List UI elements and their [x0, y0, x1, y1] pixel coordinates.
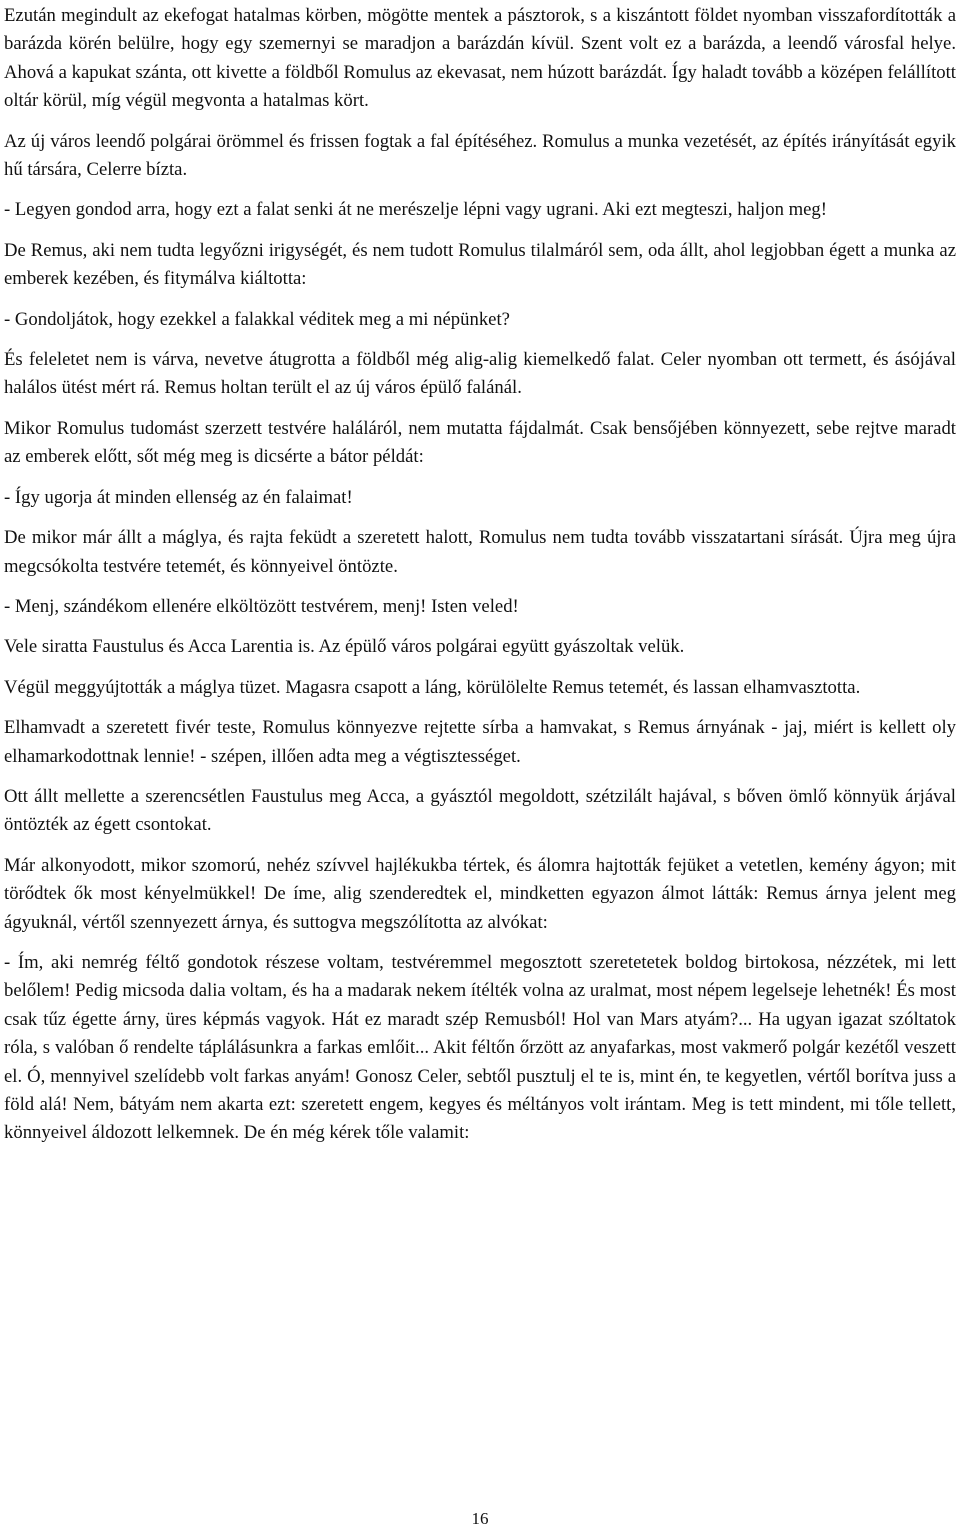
paragraph-5: - Gondoljátok, hogy ezekkel a falakkal véditek meg a mi népünket?: [4, 308, 510, 330]
paragraph-6: És feleletet nem is várva, nevetve átugrotta a földből még alig-alig kiemelkedő falat. Celer nyomban ott termett, és ásójával halálos ütést mért rá. Remus holtan terült el az új város épülő falánál.: [4, 349, 956, 399]
paragraph-4: De Remus, aki nem tudta legyőzni irigységét, és nem tudott Romulus tilalmáról sem, oda állt, ahol legjobban égett a munka az emberek kezében, és fitymálva kiáltotta:: [4, 239, 956, 290]
paragraph-16: - Ím, aki nemrég féltő gondotok részese voltam, testvéremmel megosztott szeretetetek boldog birtokosa, nézzétek, mi lett belőlem! Pedig micsoda dalia voltam, és ha a madarak nekem ítélték volna az uralmat, most népem legelseje lehetnék! És most csak tűz égette árny, üres képmás vagyok. Hát ez maradt szép Remusból! Hol van Mars atyám?... Ha ugyan igazat szóltatok róla, s valóban ő rendelte táplálásunkra a farkas emlőit... Akit féltőn őrzött az anyafarkas, most vakmerő polgár kezétől veszett el. Ó, mennyivel szelídebb volt farkas anyám! Gonosz Celer, sebtől pusztulj el te is, mint én, te kegyetlen, vértől borítva juss a föld alá! Nem, bátyám nem akarta ezt: szeretett engem, kegyes és méltányos volt irántam. Meg is tett mindent, mi tőle tellett, könnyeivel áldozott lelkemnek. De én még kérek tőle valamit:: [4, 951, 956, 1144]
paragraph-11: Vele siratta Faustulus és Acca Larentia is. Az épülő város polgárai együtt gyászoltak velük.: [4, 636, 685, 658]
paragraph-15: Már alkonyodott, mikor szomorú, nehéz szívvel hajlékukba tértek, és álomra hajtották fejüket a vetetlen, kemény ágyon; mit törődtek ők most kényelmükkel! De íme, alig szenderedtek el, mindketten egyazon álmot látták: Remus árnya jelent meg ágyuknál, vértől szennyezett árnya, és suttogva megszólította az alvókat:: [4, 854, 956, 933]
paragraph-3: - Legyen gondod arra, hogy ezt a falat senki át ne merészelje lépni vagy ugrani. Aki ezt megteszi, haljon meg!: [4, 199, 827, 221]
paragraph-12: Végül meggyújtották a máglya tüzet. Magasra csapott a láng, körülölelte Remus tetemét, és lassan elhamvasztotta.: [4, 676, 861, 698]
paragraph-1: Ezután megindult az ekefogat hatalmas körben, mögötte mentek a pásztorok, s a kiszántott földet nyomban visszafordították a barázda körén belülre, hogy egy szemernyi se maradjon a barázdán kívül. Szent volt ez a barázda, a leendő városfal helye. Ahová a kapukat szánta, ott kivette a földből Romulus az ekevasat, nem húzott barázdát. Így haladt tovább a középen felállított oltár körül, míg végül megvonta a hatalmas kört.: [4, 5, 956, 112]
paragraph-2: Az új város leendő polgárai örömmel és frissen fogtak a fal építéséhez. Romulus a munka vezetését, az építés irányítását egyik hű társára, Celerre bízta.: [4, 130, 956, 181]
paragraph-9: De mikor már állt a máglya, és rajta feküdt a szeretett halott, Romulus nem tudta tovább visszatartani sírását. Újra meg újra megcsókolta testvére tetemét, és könnyeivel öntözte.: [4, 527, 956, 577]
paragraph-13: Elhamvadt a szeretett fivér teste, Romulus könnyezve rejtette sírba a hamvakat, s Remus árnyának - jaj, miért is kellett oly elhamarkodottnak lennie! - szépen, illően adta meg a végtisztességet.: [4, 717, 956, 767]
page-number: 16: [471, 1509, 489, 1528]
paragraph-10: - Menj, szándékom ellenére elköltözött testvérem, menj! Isten veled!: [4, 595, 519, 617]
paragraph-14: Ott állt mellette a szerencsétlen Faustulus meg Acca, a gyásztól megoldott, szétzilált hajával, s bőven ömlő könnyük árjával öntözték az égett csontokat.: [4, 785, 956, 836]
document-body: [4, 2, 956, 1148]
paragraph-8: - Így ugorja át minden ellenség az én falaimat!: [4, 486, 353, 508]
paragraph-7: Mikor Romulus tudomást szerzett testvére haláláról, nem mutatta fájdalmát. Csak bensőjében könnyezett, sebe rejtve maradt az emberek előtt, sőt még meg is dicsérte a bátor példát:: [4, 417, 956, 468]
